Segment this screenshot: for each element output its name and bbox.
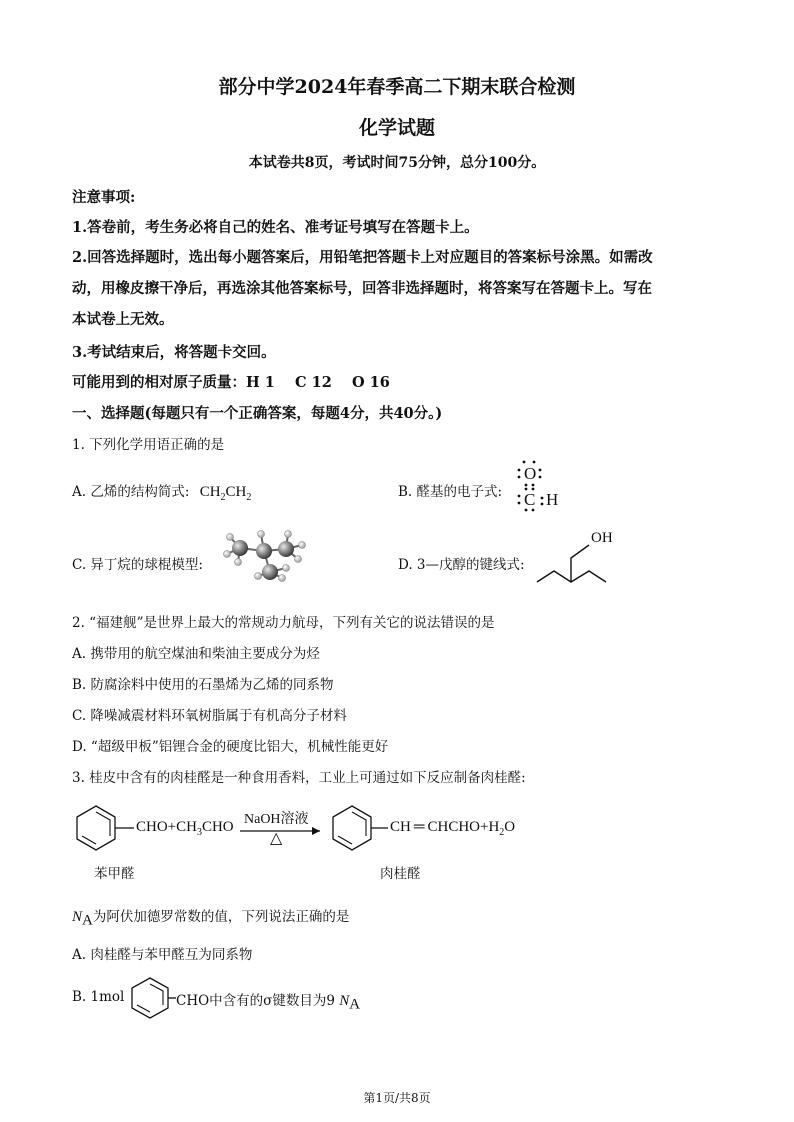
q2-option-b: B. 防腐涂料中使用的石墨烯为乙烯的同系物 <box>72 677 334 693</box>
benzene-ring-icon <box>124 976 184 1020</box>
notes-heading: 注意事项: <box>72 189 136 206</box>
q1-option-c-label: C. 异丁烷的球棍模型: <box>72 557 203 573</box>
q1-option-b-label: B. 醛基的电子式: <box>398 484 503 500</box>
note-item-2-line-1: 2.回答选择题时，选出每小题答案后，用铅笔把答题卡上对应题目的答案标号涂黑。如需改 <box>72 249 653 266</box>
q3-option-b-prefix: B. 1mol <box>72 989 125 1005</box>
q3-na-statement: $N_A$为阿伏加德罗常数的值，下列说法正确的是 <box>72 909 350 929</box>
note-item-2-line-2: 动，用橡皮擦干净后，再选涂其他答案标号，回答非选择题时，将答案写在答题卡上。写在 <box>72 280 652 297</box>
q3-option-a: A. 肉桂醛与苯甲醛互为同系物 <box>72 947 253 963</box>
q3-products: CH ═ $CHCHO+H_2O$ <box>390 819 516 838</box>
q2-option-d: D. “超级甲板”铝锂合金的硬度比铝大，机械性能更好 <box>72 739 389 755</box>
q1-option-a-formula: $CH_2CH_2$ <box>199 484 252 503</box>
q3-reactant-name: 苯甲醛 <box>94 866 135 882</box>
q2-option-c: C. 降噪减震材料环氧树脂属于有机高分子材料 <box>72 708 347 724</box>
q1-b-oxygen: O <box>524 464 537 483</box>
page-title: 部分中学2024年春季高二下期末联合检测 <box>218 76 576 98</box>
note-item-3: 3.考试结束后，将答题卡交回。 <box>72 344 276 361</box>
benzene-ring-icon <box>328 804 376 852</box>
exam-info: 本试卷共8页，考试时间75分钟，总分100分。 <box>248 155 546 171</box>
page-subtitle: 化学试题 <box>358 117 435 139</box>
note-item-2-line-3: 本试卷上无效。 <box>72 311 174 328</box>
section-1-heading: 一、选择题(每题只有一个正确答案，每题4分，共40分。) <box>72 405 443 422</box>
q3-condition-top: NaOH溶液 <box>244 812 309 827</box>
benzene-ring-icon <box>72 804 120 852</box>
q1-option-d-label: D. 3—戊醇的键线式: <box>398 557 525 573</box>
q3-condition-bottom: △ <box>270 830 283 847</box>
electron-dots-icon <box>514 458 554 518</box>
q2-stem: 2. “福建舰”是世界上最大的常规动力航母，下列有关它的说法错误的是 <box>72 615 495 631</box>
q1-b-hydrogen: H <box>546 490 559 509</box>
q3-option-b-text: CHO中含有的σ键数目为9 $N_A$ <box>176 993 361 1013</box>
q1-stem: 1. 下列化学用语正确的是 <box>72 437 225 453</box>
q1-d-oh-label: OH <box>591 530 613 546</box>
q1-b-carbon: C <box>524 490 536 509</box>
q1-option-a-label: A. 乙烯的结构简式: <box>72 484 190 500</box>
isobutane-ball-stick-icon <box>218 524 318 584</box>
q3-reactants: $CHO+CH_3CHO$ <box>136 819 234 838</box>
atomic-mass-line: 可能用到的相对原子质量：H 1 C 12 O 16 <box>72 374 390 391</box>
note-item-1: 1.答卷前，考生务必将自己的姓名、准考证号填写在答题卡上。 <box>72 219 479 236</box>
q2-option-a: A. 携带用的航空煤油和柴油主要成分为烃 <box>72 646 320 662</box>
page-number: 第1页/共8页 <box>363 1091 431 1105</box>
q1-option-a <box>72 480 251 503</box>
q3-product-name: 肉桂醛 <box>380 866 421 882</box>
q3-stem: 3. 桂皮中含有的肉桂醛是一种食用香料，工业上可通过如下反应制备肉桂醛: <box>72 770 526 786</box>
